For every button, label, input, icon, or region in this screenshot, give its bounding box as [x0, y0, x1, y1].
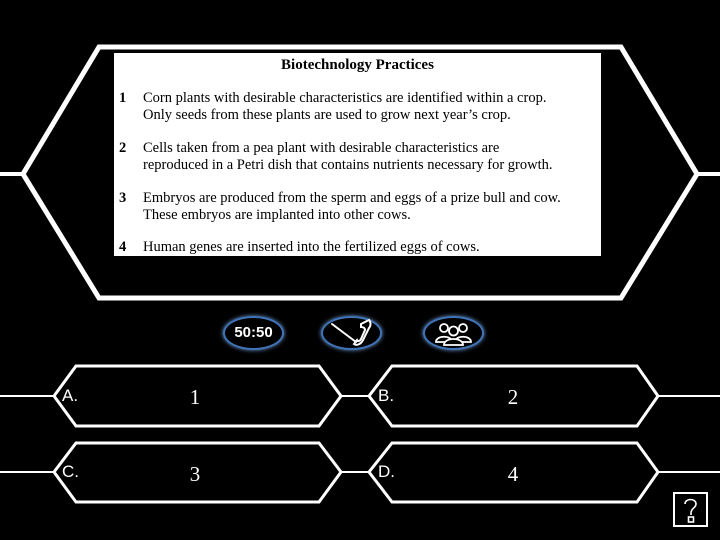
item-line: Human genes are inserted into the fertilized eggs of cows. — [143, 239, 480, 255]
answer-a-letter: A. — [62, 386, 79, 405]
answer-b-letter: B. — [378, 386, 395, 405]
answer-d-letter: D. — [378, 462, 395, 481]
ask-the-audience-icon — [425, 318, 482, 348]
item-number: 3 — [119, 190, 127, 206]
question-title: Biotechnology Practices — [281, 57, 434, 73]
item-line: Cells taken from a pea plant with desirable characteristics are — [143, 140, 500, 156]
answer-c-text: 3 — [189, 462, 201, 486]
ask-the-audience-lifeline-button[interactable] — [425, 318, 482, 348]
answer-c-letter: C. — [62, 462, 79, 481]
item-line: Corn plants with desirable characteristics are identified within a crop. — [143, 90, 547, 106]
question-mark-icon — [675, 494, 706, 525]
question-card — [114, 53, 601, 256]
answer-b-text: 2 — [507, 385, 519, 409]
fifty-fifty-lifeline-button[interactable] — [225, 318, 282, 348]
help-button[interactable] — [673, 492, 708, 527]
item-line: Only seeds from these plants are used to grow next year’s crop. — [143, 107, 511, 123]
answer-a-text: 1 — [189, 385, 201, 409]
item-line: These embryos are implanted into other cows. — [143, 207, 411, 223]
phone-a-friend-icon — [323, 318, 380, 348]
item-line: reproduced in a Petri dish that contains nutrients necessary for growth. — [143, 157, 553, 173]
item-line: Embryos are produced from the sperm and eggs of a prize bull and cow. — [143, 190, 561, 206]
item-number: 4 — [119, 239, 127, 255]
fifty-fifty-label: 50:50 — [234, 324, 273, 341]
phone-a-friend-lifeline-button[interactable] — [323, 318, 380, 348]
item-number: 1 — [119, 90, 127, 106]
answer-d-text: 4 — [507, 462, 519, 486]
item-number: 2 — [119, 140, 127, 156]
